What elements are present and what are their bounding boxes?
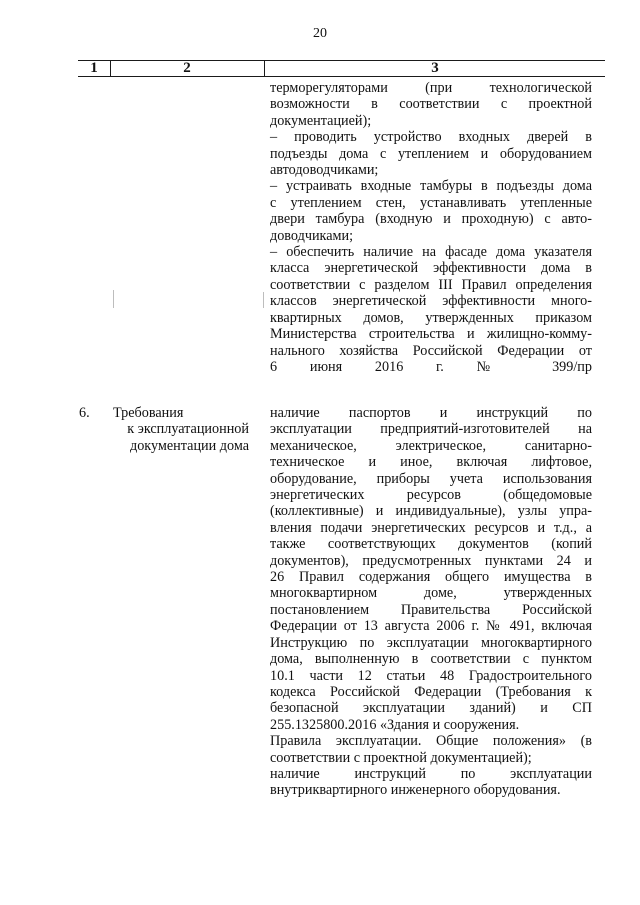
- text-line: доводчиками;: [270, 227, 354, 244]
- table-header-col2: 2: [183, 60, 191, 76]
- text-line: многоквартирном доме, утвержденных: [270, 585, 592, 602]
- text-line: с утеплением стен, устанавливать утепленные: [270, 194, 592, 211]
- text-line: документацией);: [270, 112, 372, 129]
- text-line: оборудование, приборы учета использования: [270, 470, 592, 487]
- text-line: нального хозяйства Российской Федерации от: [270, 342, 592, 359]
- text-line: безопасной эксплуатации зданий) и СП: [270, 700, 592, 717]
- text-line: энергетических ресурсов (общедомовые: [270, 487, 592, 504]
- text-line: 6 июня 2016 г. № 399/пр: [270, 358, 592, 375]
- text-line: механическое, электрическое, санитарно-: [270, 437, 592, 454]
- text-line: возможности в соответствии с проектной: [270, 96, 592, 113]
- text-line: Федерации от 13 августа 2006 г. № 491, включая: [270, 618, 592, 635]
- text-line: техническое и иное, включая лифтовое,: [270, 454, 592, 471]
- text-line: – устраивать входные тамбуры в подъезды дома: [270, 178, 592, 195]
- text-line: эксплуатации предприятий-изготовителей на: [270, 421, 592, 438]
- table-header-col1: 1: [90, 60, 98, 76]
- row-title-line: документации дома: [130, 437, 249, 454]
- text-line: автодоводчиками;: [270, 162, 379, 179]
- page-number: 20: [313, 26, 327, 41]
- text-line: 10.1 части 12 статьи 48 Градостроительного: [270, 667, 592, 684]
- documentation-requirements-text: [270, 405, 592, 799]
- text-line: вления подачи энергетических ресурсов и т.д., а: [270, 519, 592, 536]
- text-line: Правила эксплуатации. Общие положения» (в: [270, 733, 592, 750]
- text-line: Министерства строительства и жилищно-комму-: [270, 326, 592, 343]
- text-line: – обеспечить наличие на фасаде дома указателя: [270, 244, 592, 261]
- text-line: постановлением Правительства Российской: [270, 601, 592, 618]
- text-line: соответствии с разделом III Правил определения: [270, 276, 592, 293]
- scan-artifact: [113, 290, 114, 308]
- text-line: (коллективные) и индивидуальные), узлы упра-: [270, 503, 592, 520]
- text-line: Инструкцию по эксплуатации многоквартирного: [270, 634, 592, 651]
- row-title-line: к эксплуатационной: [127, 421, 249, 438]
- continued-requirements-text: [270, 80, 592, 375]
- text-line: квартирных домов, утвержденных приказом: [270, 309, 592, 326]
- scan-artifact: [263, 292, 264, 308]
- table-header-row: [78, 60, 605, 77]
- text-line: наличие паспортов и инструкций по: [270, 405, 592, 421]
- text-line: документов), предусмотренных пунктами 24 и: [270, 552, 592, 569]
- text-line: внутриквартирного инженерного оборудования.: [270, 782, 561, 799]
- text-line: соответствии с проектной документацией);: [270, 749, 532, 766]
- text-line: двери тамбура (входную и проходную) с авто-: [270, 211, 592, 228]
- text-line: классов энергетической эффективности много-: [270, 293, 592, 310]
- table-header-col3: 3: [431, 60, 439, 76]
- row-title: [113, 405, 249, 454]
- text-line: класса энергетической эффективности дома в: [270, 260, 592, 277]
- text-line: 26 Правил содержания общего имущества в: [270, 569, 592, 586]
- text-line: также соответствующих документов (копий: [270, 536, 592, 553]
- text-line: – проводить устройство входных дверей в: [270, 129, 592, 146]
- text-line: наличие инструкций по эксплуатации: [270, 765, 592, 782]
- text-line: кодекса Российской Федерации (Требования к: [270, 683, 592, 700]
- text-line: терморегуляторами (при технологической: [270, 80, 592, 96]
- row-number: 6.: [79, 405, 90, 421]
- text-line: подъезды дома с утеплением и оборудованием: [270, 145, 592, 162]
- text-line: 255.1325800.2016 «Здания и сооружения.: [270, 716, 520, 733]
- text-line: дома, выполненную в соответствии с пунктом: [270, 651, 592, 668]
- row-title-line: Требования: [113, 405, 184, 421]
